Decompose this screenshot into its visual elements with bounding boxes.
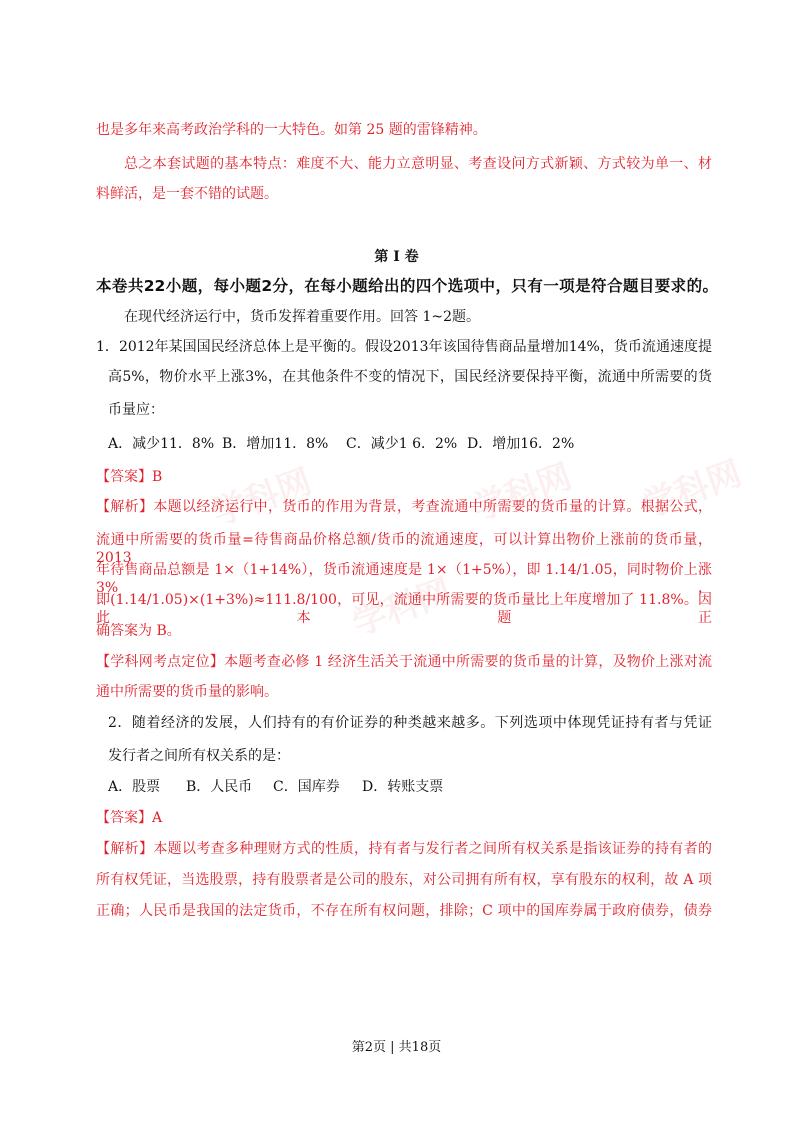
question-2-line: 2．随着经济的发展，人们持有的有价证券的种类越来越多。下列选项中体现凭证持有者与凭证	[108, 715, 712, 731]
answer: 【答案】B	[96, 469, 163, 485]
option-d[interactable]: D．转账支票	[362, 779, 444, 795]
option-b[interactable]: B．增加11．8%	[222, 436, 329, 452]
watermark: 学科网	[207, 461, 317, 535]
question-1-line: 1．2012年某国国民经济总体上是平衡的。假设2013年该国待售商品量增加14%，货币流通速度提	[96, 339, 712, 355]
watermark: 学科网	[637, 453, 747, 527]
intro-line: 料鲜活，是一套不错的试题。	[96, 186, 278, 202]
answer: 【答案】A	[96, 810, 163, 826]
analysis-line: 所有权凭证，当选股票，持有股票者是公司的股东，对公司拥有所有权，享有股东的权利，故 A 项	[96, 872, 712, 888]
option-c[interactable]: C．国库券	[273, 779, 340, 795]
analysis-line: 即(1.14/1.05)×(1+3%)≈111.8/100，可见，流通中所需要的货币量比上年度增加了 11.8%。因此本题正	[96, 592, 712, 626]
question-1-line: 高5%，物价水平上涨3%，在其他条件不变的情况下，国民经济要保持平衡，流通中所需要的货	[108, 369, 712, 385]
knowledge-point-line: 【学科网考点定位】本题考查必修 1 经济生活关于流通中所需要的货币量的计算，及物价上涨对流	[96, 654, 712, 670]
option-c[interactable]: C．减少1 6．2%	[346, 436, 458, 452]
option-a[interactable]: A．股票	[108, 779, 161, 795]
watermark: 学科网	[467, 456, 577, 530]
section-instruction: 本卷共22小题，每小题2分，在每小题给出的四个选项中，只有一项是符合题目要求的。	[96, 277, 718, 295]
option-d[interactable]: D．增加16．2%	[467, 436, 575, 452]
analysis-line: 【解析】本题以经济运行中，货币的作用为背景，考查流通中所需要的货币量的计算。根据公式，	[96, 499, 712, 515]
analysis-line: 确答案为 B。	[96, 623, 181, 639]
analysis-line: 【解析】本题以考查多种理财方式的性质，持有者与发行者之间所有权关系是指该证券的持有者的	[96, 841, 712, 857]
intro-line: 总之本套试题的基本特点：难度不大、能力立意明显、考查设问方式新颖、方式较为单一、材	[124, 156, 712, 172]
watermark: 学科网	[347, 571, 457, 645]
option-b[interactable]: B．人民币	[186, 779, 253, 795]
intro-line: 也是多年来高考政治学科的一大特色。如第 25 题的雷锋精神。	[96, 122, 487, 138]
question-1-line: 币量应：	[108, 402, 164, 418]
knowledge-point-line: 通中所需要的货币量的影响。	[96, 684, 278, 700]
analysis-line: 正确；人民币是我国的法定货币，不存在所有权问题，排除；C 项中的国库券属于政府债券，债券	[96, 903, 712, 919]
page-footer: 第2页 | 共18页	[351, 1040, 442, 1055]
analysis-line: 流通中所需要的货币量=待售商品价格总额/货币的流通速度，可以计算出物价上涨前的货币量，2013	[96, 532, 712, 566]
lead-text: 在现代经济运行中，货币发挥着重要作用。回答 1~2题。	[124, 309, 480, 325]
question-2-line: 发行者之间所有权关系的是：	[108, 748, 290, 764]
option-a[interactable]: A．减少11．8%	[108, 436, 215, 452]
analysis-line: 年待售商品总额是 1×（1+14%），货币流通速度是 1×（1+5%），即 1.14/1.05，同时物价上涨 3%，	[96, 562, 712, 596]
section-title: 第 I 卷	[374, 249, 419, 265]
